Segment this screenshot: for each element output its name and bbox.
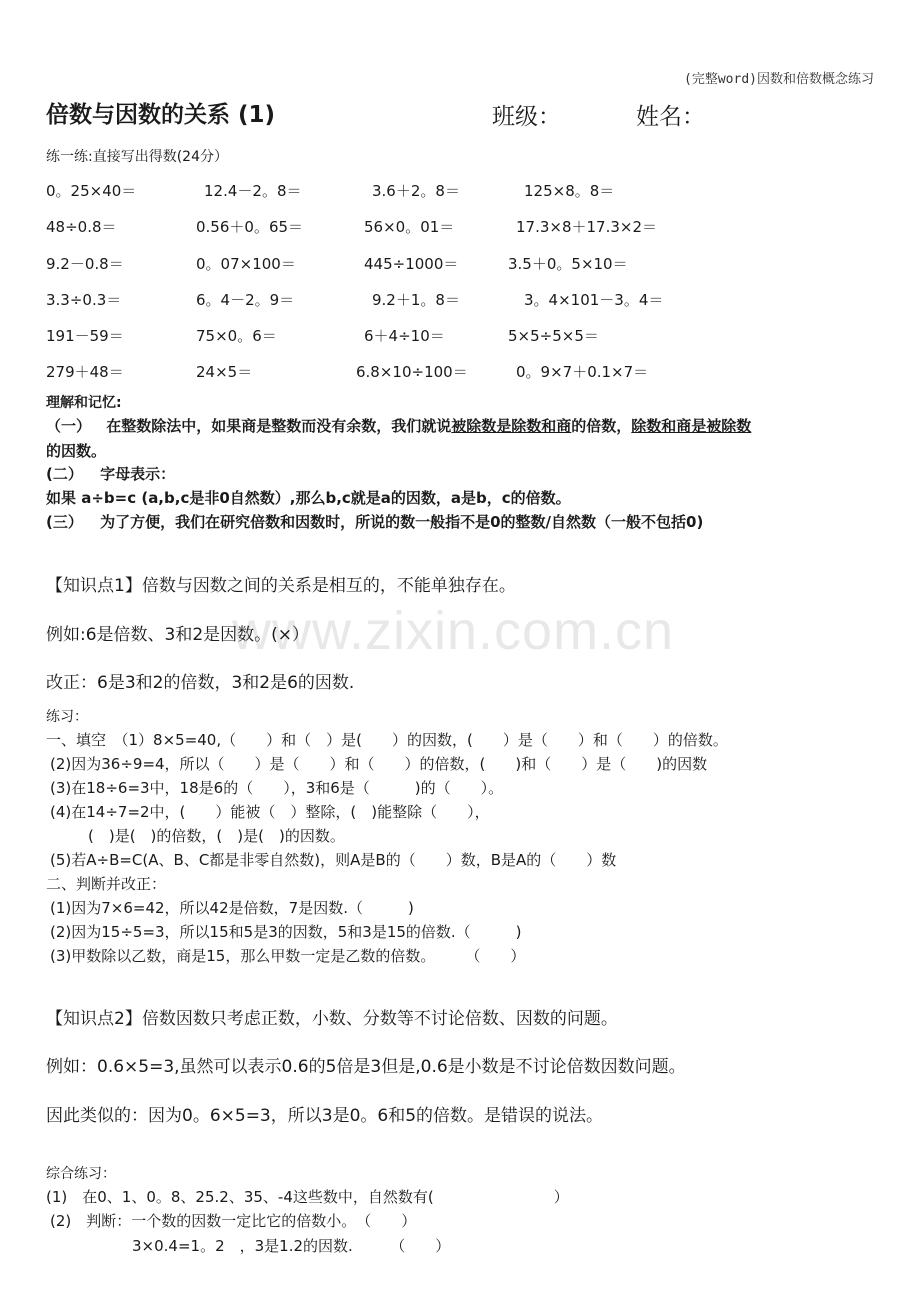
- point-one: [46, 415, 751, 436]
- calc-item: 0。25×40＝: [46, 182, 137, 200]
- calc-item: 6＋4÷10＝: [364, 327, 445, 345]
- kp1-correction: 改正：6是3和2的倍数，3和2是6的因数.: [46, 673, 355, 693]
- watermark: www.zixin.com.cn: [232, 601, 675, 661]
- calc-item: 3。4×101－3。4＝: [524, 291, 664, 309]
- exercise-heading: 练习：: [46, 709, 88, 725]
- fill-question-5: (5)若A÷B=C(A、B、C都是非零自然数)，则A是B的（ ）数，B是A的（ ）数: [50, 851, 617, 869]
- calc-item: 445÷1000＝: [364, 255, 459, 273]
- knowledge-point-2: 【知识点2】倍数因数只考虑正数，小数、分数等不讨论倍数、因数的问题。: [46, 1009, 618, 1029]
- kp1-example: 例如:6是倍数、3和2是因数。(×）: [46, 625, 310, 645]
- practice-heading: 练一练:直接写出得数(24分）: [46, 149, 228, 165]
- point-three: [46, 511, 703, 532]
- class-label: 班级：: [492, 104, 561, 130]
- point-number: （一）: [46, 417, 92, 435]
- fill-question-1: 一、填空 （1）8×5=40,（ ）和（ ）是( ）的因数，( ）是（ ）和（ ）的倍数。: [46, 731, 728, 749]
- document-label: (完整word)因数和倍数概念练习: [684, 72, 874, 87]
- calc-item: 279＋48＝: [46, 363, 124, 381]
- calc-item: 24×5＝: [196, 363, 253, 381]
- fill-question-4b: ( )是( )的倍数，( )是( )的因数。: [88, 827, 345, 845]
- judge-question-2: (2)因为15÷5=3，所以15和5是3的因数，5和3是15的倍数.（ ): [50, 923, 522, 941]
- page-title: 倍数与因数的关系 (1): [46, 102, 276, 128]
- calc-item: 9.2＋1。8＝: [372, 291, 460, 309]
- calc-item: 191－59＝: [46, 327, 124, 345]
- calc-item: 56×0。01＝: [364, 218, 455, 236]
- point-number: (三）: [46, 513, 83, 531]
- calc-item: 125×8。8＝: [524, 182, 615, 200]
- point-two: [46, 463, 175, 484]
- calc-item: 12.4－2。8＝: [204, 182, 302, 200]
- point-text: 字母表示：: [100, 465, 176, 483]
- calc-item: 17.3×8＋17.3×2＝: [516, 218, 658, 236]
- calc-item: 3.3÷0.3＝: [46, 291, 122, 309]
- letter-formula: 如果 a÷b=c (a,b,c是非0自然数）,那么b,c就是a的因数，a是b，c的倍数。: [46, 489, 571, 507]
- calc-item: 6。4－2。9＝: [196, 291, 295, 309]
- fill-question-4: (4)在14÷7=2中，( ）能被（ ）整除，( )能整除（ ），: [50, 803, 490, 821]
- judge-heading: 二、判断并改正：: [46, 875, 167, 893]
- calc-item: 48÷0.8＝: [46, 218, 117, 236]
- point-number: (二）: [46, 465, 83, 483]
- calc-item: 3.5＋0。5×10＝: [508, 255, 628, 273]
- comprehensive-question-1: (1) 在0、1、0。8、25.2、35、-4这些数中，自然数有( ）: [46, 1188, 569, 1206]
- kp2-example: 例如：0.6×5=3,虽然可以表示0.6的5倍是3但是,0.6是小数是不讨论倍数因数问题。: [46, 1057, 686, 1077]
- point-one-cont: 的因数。: [46, 442, 107, 460]
- fill-question-3: (3)在18÷6=3中，18是6的（ ），3和6是（ )的（ ）。: [50, 779, 504, 797]
- kp2-similar: 因此类似的：因为0。6×5=3，所以3是0。6和5的倍数。是错误的说法。: [46, 1106, 604, 1126]
- calc-item: 9.2－0.8＝: [46, 255, 124, 273]
- comprehensive-question-2b: 3×0.4=1。2 ，3是1.2的因数. （ ）: [132, 1237, 451, 1255]
- fill-question-2: (2)因为36÷9=4，所以（ ）是（ ）和（ ）的倍数，( )和（ ）是（ )的因数: [50, 755, 708, 773]
- knowledge-point-1: 【知识点1】倍数与因数之间的关系是相互的，不能单独存在。: [46, 576, 516, 596]
- underlined-text: 被除数是除数和商: [451, 417, 572, 435]
- calc-item: 3.6＋2。8＝: [372, 182, 460, 200]
- judge-question-3: (3)甲数除以乙数，商是15，那么甲数一定是乙数的倍数。 （ ）: [50, 947, 526, 965]
- calc-item: 0。07×100＝: [196, 255, 296, 273]
- underlined-text: 除数和商是被除数: [631, 417, 752, 435]
- comprehensive-question-2: (2) 判断：一个数的因数一定比它的倍数小。 （ ）: [50, 1212, 417, 1230]
- point-text: 在整数除法中，如果商是整数而没有余数，我们就说: [106, 417, 452, 435]
- understand-heading: 理解和记忆:: [46, 395, 122, 411]
- point-text: 为了方便，我们在研究倍数和因数时，所说的数一般指不是0的整数/自然数（一般不包括0): [100, 513, 704, 531]
- calc-item: 6.8×10÷100＝: [356, 363, 468, 381]
- comprehensive-heading: 综合练习：: [46, 1166, 116, 1182]
- calc-item: 0。9×7＋0.1×7＝: [516, 363, 649, 381]
- name-label: 姓名：: [636, 104, 705, 130]
- calc-item: 5×5÷5×5＝: [508, 327, 599, 345]
- point-text: 的倍数，: [571, 417, 632, 435]
- calc-item: 0.56＋0。65＝: [196, 218, 304, 236]
- judge-question-1: (1)因为7×6=42，所以42是倍数，7是因数.（ ): [50, 899, 414, 917]
- calc-item: 75×0。6＝: [196, 327, 277, 345]
